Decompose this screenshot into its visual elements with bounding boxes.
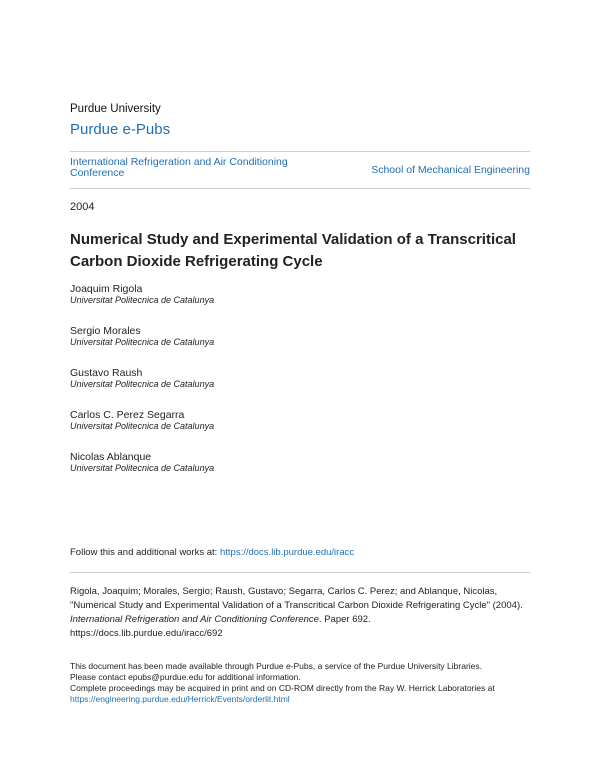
- author-entry: [70, 367, 470, 390]
- author-entry: [70, 451, 470, 474]
- follow-line: [70, 547, 354, 558]
- author-affiliation: Universitat Politecnica de Catalunya: [70, 379, 215, 389]
- divider-collections: [70, 188, 530, 189]
- publication-year: 2004: [70, 201, 95, 213]
- author-name: Nicolas Ablanque: [70, 451, 152, 463]
- divider-top: [70, 151, 530, 152]
- citation-text: Rigola, Joaquim; Morales, Sergio; Raush, Gustavo; Segarra, Carlos C. Perez; and Ablanque, Nicolas, "Numerical Study and Experimental Validation of a Transcritical Carbon Dioxide Refrigerating Cycle" (2004).: [70, 586, 523, 611]
- follow-text: Follow this and additional works at:: [70, 547, 220, 558]
- follow-link[interactable]: https://docs.lib.purdue.edu/iracc: [219, 547, 355, 558]
- footnote-line-1: This document has been made available through Purdue e-Pubs, a service of the Purdue University Libraries.: [70, 661, 483, 671]
- paper-title: Numerical Study and Experimental Validation of a Transcritical Carbon Dioxide Refrigerating Cycle: [70, 231, 516, 270]
- author-name: Gustavo Raush: [70, 367, 143, 379]
- conference-link[interactable]: International Refrigeration and Air Conditioning Conference: [70, 156, 288, 179]
- citation-paper: . Paper 692.: [318, 614, 371, 625]
- author-entry: [70, 325, 470, 348]
- herrick-link[interactable]: https://engineering.purdue.edu/Herrick/Events/orderlit.html: [70, 694, 290, 704]
- author-affiliation: Universitat Politecnica de Catalunya: [70, 463, 215, 473]
- school-link[interactable]: School of Mechanical Engineering: [371, 164, 530, 176]
- university-name: Purdue University: [70, 103, 161, 115]
- footnote-line-2: Please contact epubs@purdue.edu for additional information.: [70, 672, 301, 682]
- author-name: Carlos C. Perez Segarra: [70, 409, 185, 421]
- author-affiliation: Universitat Politecnica de Catalunya: [70, 295, 215, 305]
- author-affiliation: Universitat Politecnica de Catalunya: [70, 337, 215, 347]
- author-entry: [70, 283, 470, 306]
- divider-citation: [70, 572, 530, 573]
- author-name: Sergio Morales: [70, 325, 141, 337]
- citation-journal: International Refrigeration and Air Conditioning Conference: [70, 614, 319, 625]
- footnote-line-3: Complete proceedings may be acquired in print and on CD-ROM directly from the Ray W. Herrick Laboratories at: [70, 683, 495, 693]
- author-affiliation: Universitat Politecnica de Catalunya: [70, 421, 215, 431]
- availability-note: [70, 661, 540, 705]
- author-list: [70, 283, 470, 493]
- epubs-link[interactable]: Purdue e-Pubs: [70, 121, 171, 138]
- citation-url: https://docs.lib.purdue.edu/iracc/692: [70, 628, 223, 639]
- recommended-citation: [70, 585, 540, 641]
- author-name: Joaquim Rigola: [70, 283, 143, 295]
- author-entry: [70, 409, 470, 432]
